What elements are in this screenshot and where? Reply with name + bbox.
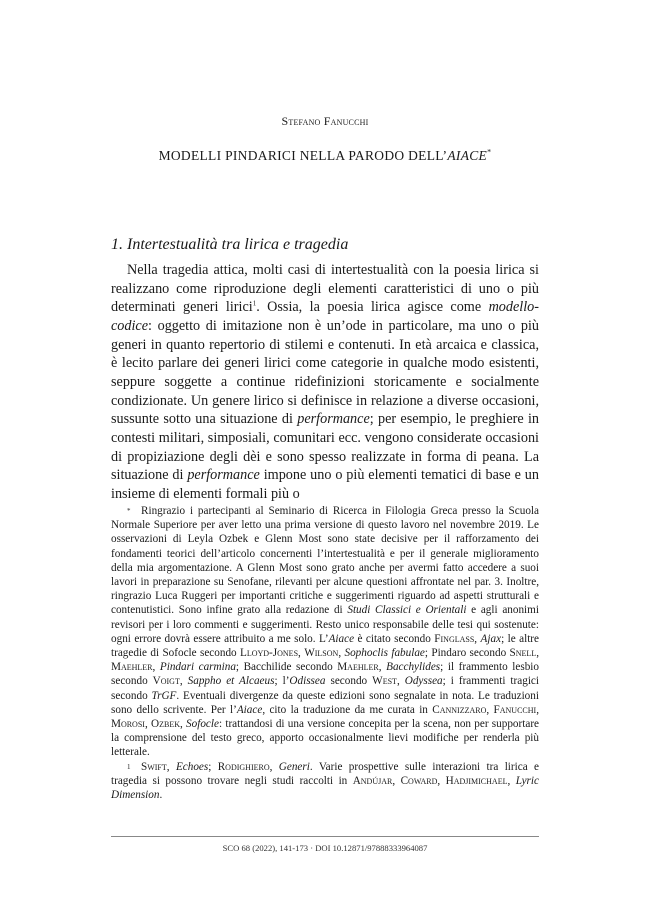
fn-italic: Sappho et Alcaeus [187, 675, 275, 688]
fn-smallcaps: Maehler [337, 661, 379, 674]
fn-italic: Sofocle [186, 718, 219, 731]
body-run: ; per esempio, le preghiere in contesti militari, simposiali, comunitari ecc. vengono considerate occasioni di propiziazione degli dèi e sono spesso realizzate in forma di peana. La situazione di [111, 411, 539, 484]
fn-smallcaps: Cannizzaro [432, 703, 487, 716]
fn-run: ; le altre tragedie di Sofocle secondo [111, 632, 540, 660]
fn-run: ; [208, 760, 218, 773]
author-name [0, 114, 650, 129]
footnotes [111, 504, 539, 802]
fn-smallcaps: Coward [400, 774, 438, 787]
body-text [111, 261, 539, 504]
fn-smallcaps: Hadjimichael [445, 774, 508, 787]
fn-run: ; il frammento lesbio secondo [111, 661, 540, 688]
fn-run: ; l’ [274, 675, 290, 688]
body-run: Nella tragedia attica, molti casi di intertestualità con la poesia lirica si realizzano come riproduzione degli elementi caratteristici di uno o più determinati generi lirici [111, 262, 539, 316]
footnote-ref-1[interactable]: 1 [252, 299, 257, 308]
fn-italic: Aiace [328, 632, 355, 645]
fn-run: : trattandosi di una versione concepita per la scena, non per supportare la comprensione del testo greco, apporto occasionalmente lievi modifiche per renderla più letterale. [111, 718, 540, 759]
fn-italic: Lyric Dimension [111, 774, 539, 802]
title-footnote-mark: * [487, 147, 492, 157]
fn-italic: Sophoclis fabulae [344, 647, 425, 660]
fn-smallcaps: West [372, 675, 397, 688]
footnote-1 [111, 760, 539, 803]
article-title [0, 148, 650, 164]
body-paragraph [111, 261, 539, 504]
fn-italic: Ajax [480, 632, 502, 645]
fn-run: secondo [325, 675, 373, 688]
footer-citation: SCO 68 (2022), 141-173 · DOI 10.12871/97888333964087 [222, 843, 428, 853]
fn-italic: Studi Classici e Orientali [347, 604, 467, 617]
title-italic: AIACE [447, 148, 488, 163]
fn-smallcaps: Voigt [152, 675, 180, 688]
fn-smallcaps: Morosi [111, 718, 145, 731]
footer-rule [111, 836, 539, 837]
author-last-name: Fanucchi [323, 114, 369, 128]
fn-italic: Odyssea [404, 675, 443, 688]
page-footer [0, 843, 650, 853]
body-run: . Ossia, la poesia lirica agisce come [256, 299, 489, 316]
fn-smallcaps: Maehler [111, 661, 153, 674]
fn-run: , [152, 661, 160, 674]
fn-italic: Generi [278, 760, 310, 773]
body-italic: modello-codice [111, 299, 539, 334]
fn-run: ; Bacchilide secondo [235, 661, 338, 674]
section-heading [111, 236, 348, 254]
author-first-name: Stefano [281, 114, 321, 128]
fn-smallcaps: Swift [141, 760, 167, 773]
body-italic: performance [297, 411, 370, 428]
fn-run: , [269, 760, 279, 773]
fn-run: , [396, 675, 405, 688]
fn-run: , [536, 703, 539, 716]
fn-smallcaps: Finglass [434, 632, 475, 645]
body-run: : oggetto di imitazione non è un’ode in particolare, ma uno o più generi in quanto repertorio di stilemi e contenuti. In età arcaica e classica, è lecito parlare dei generi lirici come categorie in qualche modo esistenti, seppure soggette a continue ridefinizioni storicamente e socialmente condizionate. Un genere lirico si definisce in relazione a diverse occasioni, sussunte sotto una situazione di [111, 317, 539, 428]
body-run: impone uno o più elementi tematici di base e un insieme di elementi formali più o [111, 467, 539, 502]
fn-italic: TrGF [151, 689, 177, 702]
fn-run: , [166, 760, 176, 773]
fn-smallcaps: Snell [509, 647, 537, 660]
fn-run: , [298, 647, 305, 660]
fn-run: , [179, 718, 187, 731]
body-italic: performance [187, 467, 260, 484]
fn-run: . Varie prospettive sulle interazioni tra lirica e tragedia si possono trovare negli studi raccolti in [111, 760, 539, 787]
fn-run: e agli anonimi revisori per i loro commenti e suggerimenti. Resto unico responsabile delle tesi qui sostenute: ogni errore dovrà essere attribuito a me solo. L’ [111, 604, 539, 645]
fn-smallcaps: Wilson [304, 647, 339, 660]
fn-smallcaps: Ozbek [151, 718, 180, 731]
fn-run: , [437, 774, 446, 787]
fn-run: , [179, 675, 188, 688]
fn-italic: Aiace [236, 703, 263, 716]
fn-run: , [474, 632, 481, 645]
fn-run: , [392, 774, 401, 787]
fn-italic: Odissea [289, 675, 326, 688]
fn-smallcaps: Andújar [352, 774, 393, 787]
fn-run: ; i frammenti tragici secondo [111, 675, 540, 702]
fn-italic: Echoes [175, 760, 209, 773]
fn-italic: Pindari carmina [159, 661, 236, 674]
fn-run: , [486, 703, 494, 716]
fn-smallcaps: Rodighiero [217, 760, 270, 773]
footnote-star [111, 504, 539, 760]
fn-italic: Bacchylides [386, 661, 441, 674]
fn-smallcaps: Fanucchi [493, 703, 537, 716]
fn-run: . [159, 789, 163, 802]
fn-run: , [144, 718, 152, 731]
fn-run: . Eventuali divergenze da queste edizioni sono segnalate in nota. Le traduzioni sono dello scrivente. Per l’ [111, 689, 539, 716]
fn-run: Ringrazio i partecipanti al Seminario di Ricerca in Filologia Greca presso la Scuola Normale Superiore per aver letto una prima versione di questo lavoro nel novembre 2019. Le osservazioni di Leyla Ozbek e Glenn Most sono state decisive per il rafforzamento dei fondamenti teorici dell’articolo concernenti l’intertestualità e per il generale miglioramento della mia argomentazione. A Glenn Most sono grato anche per avermi fatto accedere a suoi lavori in preparazione su Senofane, rilevanti per alcune questioni affrontate nel par. 3. Inoltre, ringrazio Luca Ruggeri per importanti critiche e suggerimenti riguardo ad aspetti strutturali e contenutistici. Sono infine grato alla redazione di [111, 505, 539, 617]
fn-run: ; Pindaro secondo [424, 647, 510, 660]
title-text: MODELLI PINDARICI NELLA PARODO DELL’ [158, 148, 448, 163]
fn-run: , [378, 661, 387, 674]
footnote-1-mark: 1 [127, 762, 131, 771]
fn-run: , cito la traduzione da me curata in [262, 703, 433, 716]
fn-run: , [338, 647, 345, 660]
fn-run: , [507, 774, 516, 787]
fn-smallcaps: Lloyd-Jones [240, 647, 299, 660]
footnote-star-mark: * [127, 507, 131, 515]
section-heading-text: 1. Intertestualità tra lirica e tragedia [111, 236, 349, 253]
fn-run: , [536, 647, 540, 660]
fn-run: è citato secondo [354, 632, 435, 645]
